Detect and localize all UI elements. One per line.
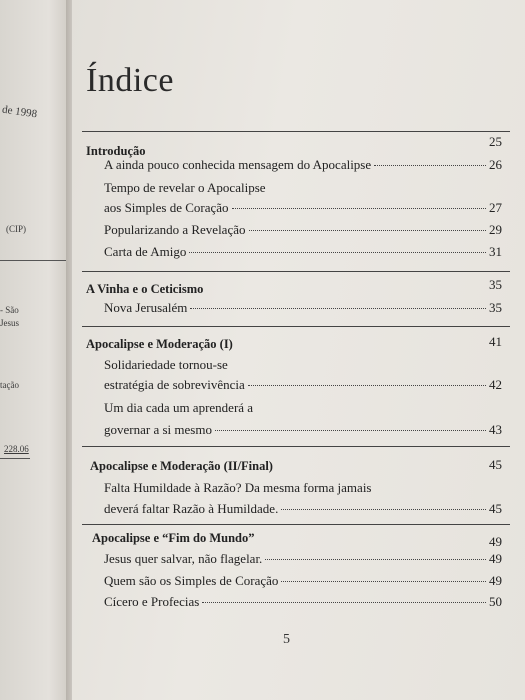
section-heading: Apocalipse e Moderação (II/Final) (90, 459, 273, 473)
leader-dots (374, 165, 486, 166)
entry-title: A ainda pouco conhecida mensagem do Apocalipse (104, 157, 372, 172)
page-number: 5 (283, 632, 290, 647)
margin-fragment: 228.06 (4, 444, 29, 454)
entry-title: Quem são os Simples de Coração (104, 573, 279, 588)
section-page-number: 45 (489, 457, 502, 472)
toc-entry (104, 422, 502, 438)
toc-entry-line: Um dia cada um aprenderá a (104, 400, 254, 415)
toc-entry (104, 501, 502, 517)
leader-dots (265, 559, 486, 560)
entry-page-number: 29 (489, 222, 502, 237)
toc-entry (104, 200, 502, 216)
leader-dots (281, 581, 486, 582)
toc-entry (104, 300, 502, 316)
entry-title: Nova Jerusalém (104, 300, 188, 315)
toc-entry (104, 594, 502, 610)
toc-section (82, 524, 510, 615)
page-title: Índice (86, 62, 174, 99)
entry-page-number: 31 (489, 244, 502, 259)
margin-fragment: tação (0, 380, 19, 390)
toc-entry-line: Falta Humildade à Razão? Da mesma forma jamais (104, 480, 372, 495)
section-page-number: 41 (489, 334, 502, 349)
toc-entry (104, 573, 502, 589)
entry-page-number: 49 (489, 573, 502, 588)
margin-fragment: de 1998 (1, 103, 38, 121)
entry-page-number: 26 (489, 157, 502, 172)
toc-entry-line: Tempo de revelar o Apocalipse (104, 180, 266, 195)
leader-dots (249, 230, 487, 231)
entry-page-number: 42 (489, 377, 502, 392)
entry-page-number: 27 (489, 200, 502, 215)
entry-title: deverá faltar Razão à Humildade. (104, 501, 279, 516)
entry-title: Jesus quer salvar, não flagelar. (104, 551, 263, 566)
entry-page-number: 45 (489, 501, 502, 516)
entry-title: governar a si mesmo (104, 422, 212, 437)
leader-dots (232, 208, 486, 209)
section-heading: Apocalipse e Moderação (I) (86, 337, 233, 351)
entry-title: Carta de Amigo (104, 244, 187, 259)
leader-dots (215, 430, 486, 431)
toc-section (82, 131, 510, 272)
toc-entry (104, 157, 502, 173)
toc-entry (104, 244, 502, 260)
section-heading: Apocalipse e “Fim do Mundo” (92, 531, 255, 545)
facing-page (0, 0, 70, 700)
margin-rule (0, 458, 30, 459)
leader-dots (202, 602, 486, 603)
margin-rule (0, 260, 68, 261)
section-page-number: 49 (489, 534, 502, 549)
toc-section (82, 446, 510, 525)
leader-dots (248, 385, 486, 386)
entry-title: Cícero e Profecias (104, 594, 200, 609)
section-heading: Introdução (86, 144, 146, 158)
toc-entry-line: Solidariedade tornou-se (104, 357, 228, 372)
toc-entry (104, 222, 502, 238)
toc-section (82, 271, 510, 327)
entry-title: aos Simples de Coração (104, 200, 229, 215)
margin-fragment: Jesus (0, 318, 20, 328)
toc-section (82, 326, 510, 447)
entry-page-number: 35 (489, 300, 502, 315)
leader-dots (281, 509, 486, 510)
entry-page-number: 43 (489, 422, 502, 437)
toc-entry (104, 551, 502, 567)
leader-dots (190, 308, 486, 309)
leader-dots (189, 252, 486, 253)
section-heading: A Vinha e o Ceticismo (86, 282, 204, 296)
entry-title: estratégia de sobrevivência (104, 377, 245, 392)
entry-title: Popularizando a Revelação (104, 222, 246, 237)
entry-page-number: 50 (489, 594, 502, 609)
margin-fragment: (CIP) (6, 224, 26, 234)
margin-fragment: - São (0, 305, 19, 315)
section-page-number: 25 (489, 134, 502, 149)
toc-entry (104, 377, 502, 393)
entry-page-number: 49 (489, 551, 502, 566)
section-page-number: 35 (489, 277, 502, 292)
